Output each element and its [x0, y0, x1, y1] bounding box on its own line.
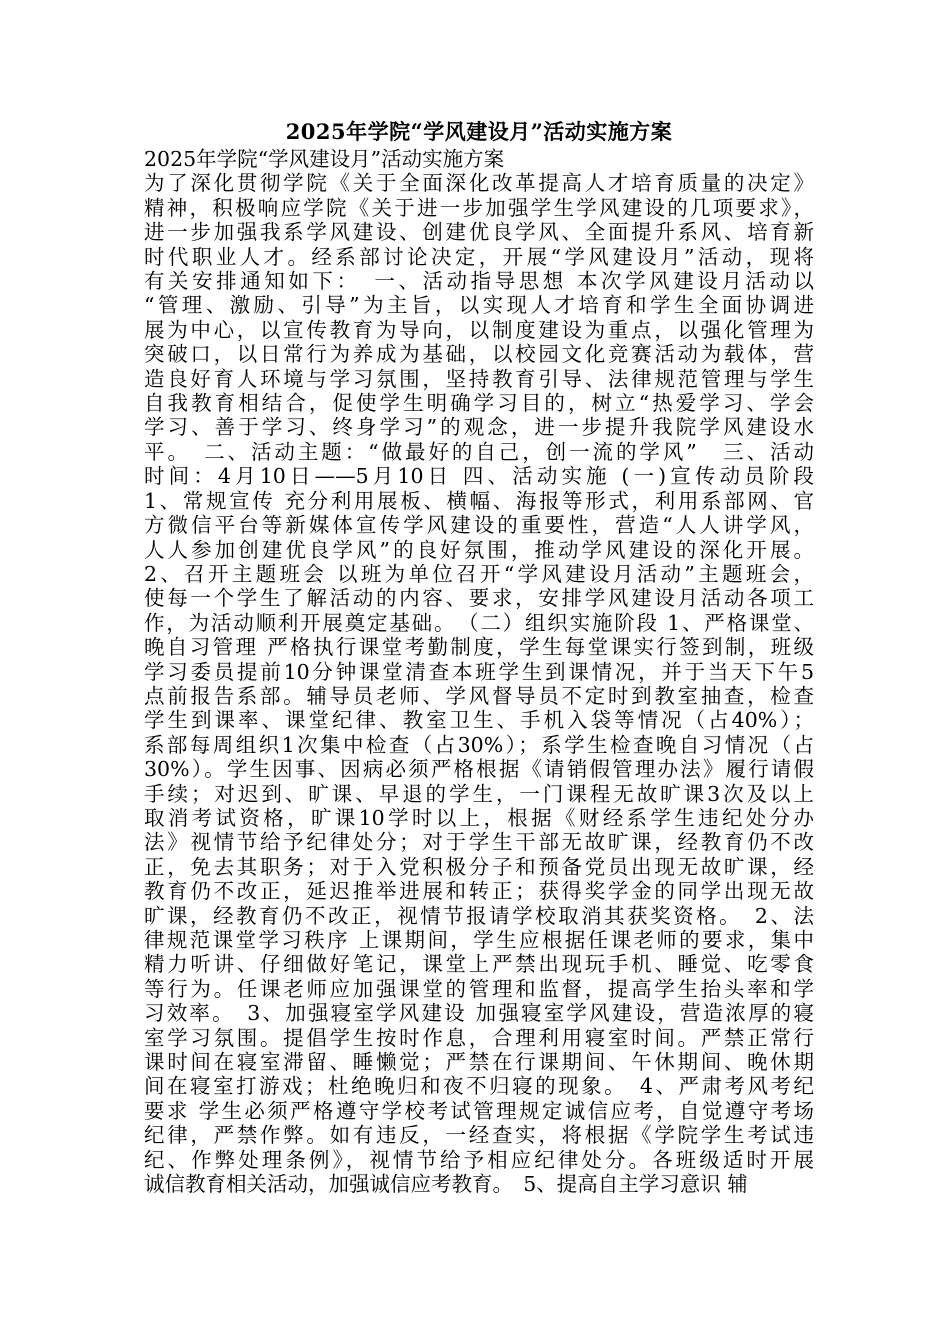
document-body [144, 171, 814, 1196]
body-line: 展为中心，以宣传教育为导向，以制度建设为重点，以强化管理为 [144, 317, 814, 342]
body-line: 学生到课率、课堂纪律、教室卫生、手机入袋等情况（占40%）； [144, 708, 814, 733]
body-line: 纪律，严禁作弊。如有违反，一经查实，将根据《学院学生考试违 [144, 1123, 814, 1148]
body-line: 人人参加创建优良学风”的良好氛围，推动学风建设的深化开展。 [144, 537, 814, 562]
body-line: 系部每周组织1次集中检查（占30%）；系学生检查晚自习情况（占 [144, 732, 814, 757]
document-page [144, 118, 814, 1196]
body-line: 点前报告系部。辅导员老师、学风督导员不定时到教室抽查，检查 [144, 683, 814, 708]
body-line: 旷课，经教育仍不改正，视情节报请学校取消其获奖资格。 2、法 [144, 903, 814, 928]
document-subtitle: 2025年学院“学风建设月”活动实施方案 [144, 147, 505, 171]
body-line: 2、召开主题班会 以班为单位召开“学风建设月活动”主题班会， [144, 561, 814, 586]
body-line: 室学习氛围。提倡学生按时作息，合理利用寝室时间。严禁正常行 [144, 1025, 814, 1050]
body-line: 诚信教育相关活动，加强诚信应考教育。 5、提高自主学习意识 辅 [144, 1172, 748, 1197]
body-line: 学习委员提前10分钟课堂清查本班学生到课情况，并于当天下午5 [144, 659, 814, 684]
body-line: “管理、激励、引导”为主旨，以实现人才培育和学生全面协调进 [144, 293, 814, 318]
document-title: 2025年学院“学风建设月”活动实施方案 [285, 119, 673, 144]
body-line: 精力听讲、仔细做好笔记，课堂上严禁出现玩手机、睡觉、吃零食 [144, 952, 814, 977]
body-line: 使每一个学生了解活动的内容、要求，安排学风建设月活动各项工 [144, 586, 814, 611]
body-line: 方微信平台等新媒体宣传学风建设的重要性，营造“人人讲学风， [144, 513, 814, 538]
body-line: 等行为。任课老师应加强课堂的管理和监督，提高学生抬头率和学 [144, 976, 814, 1001]
body-line: 时间：4月10日——5月10日 四、活动实施 (一)宣传动员阶段 [144, 464, 814, 489]
body-line: 律规范课堂学习秩序 上课期间，学生应根据任课老师的要求，集中 [144, 928, 814, 952]
body-line: 有关安排通知如下： 一、活动指导思想 本次学风建设月活动以 [144, 269, 814, 294]
body-line: 要求 学生必须严格遵守学校考试管理规定诚信应考，自觉遵守考场 [144, 1098, 814, 1123]
body-line: 间在寝室打游戏；杜绝晚归和夜不归寝的现象。 4、严肃考风考纪 [144, 1074, 814, 1099]
body-line: 教育仍不改正，延迟推举进展和转正；获得奖学金的同学出现无故 [144, 879, 814, 904]
body-line: 作，为活动顺利开展奠定基础。 （二）组织实施阶段 1、严格课堂、 [144, 610, 814, 635]
body-line: 1、常规宣传 充分利用展板、横幅、海报等形式，利用系部网、官 [144, 488, 814, 513]
body-line: 平。 二、活动主题：“做最好的自己，创一流的学风” 三、活动 [144, 439, 814, 464]
body-line: 学习、善于学习、终身学习”的观念，进一步提升我院学风建设水 [144, 415, 814, 440]
body-line: 手续；对迟到、旷课、早退的学生，一门课程无故旷课3次及以上 [144, 781, 814, 806]
body-line: 习效率。 3、加强寝室学风建设 加强寝室学风建设，营造浓厚的寝 [144, 1001, 814, 1026]
body-line: 造良好育人环境与学习氛围，坚持教育引导、法律规范管理与学生 [144, 366, 814, 391]
body-line: 时代职业人才。经系部讨论决定，开展“学风建设月”活动，现将 [144, 244, 814, 269]
body-line: 纪、作弊处理条例》，视情节给予相应纪律处分。各班级适时开展 [144, 1147, 814, 1172]
body-line: 进一步加强我系学风建设、创建优良学风、全面提升系风、培育新 [144, 220, 814, 245]
body-line: 为了深化贯彻学院《关于全面深化改革提高人才培育质量的决定》 [144, 171, 814, 196]
body-line: 精神，积极响应学院《关于进一步加强学生学风建设的几项要求》， [144, 195, 814, 220]
body-line: 取消考试资格，旷课10学时以上，根据《财经系学生违纪处分办 [144, 805, 814, 830]
body-line: 正，免去其职务；对于入党积极分子和预备党员出现无故旷课，经 [144, 854, 814, 879]
body-line: 30%）。学生因事、因病必须严格根据《请销假管理办法》履行请假 [144, 757, 814, 782]
body-line: 课时间在寝室滞留、睡懒觉；严禁在行课期间、午休期间、晚休期 [144, 1050, 814, 1075]
body-line: 法》视情节给予纪律处分；对于学生干部无故旷课，经教育仍不改 [144, 830, 814, 855]
body-line: 自我教育相结合，促使学生明确学习目的，树立“热爱学习、学会 [144, 391, 814, 416]
body-line: 突破口，以日常行为养成为基础，以校园文化竞赛活动为载体，营 [144, 342, 814, 367]
body-line: 晚自习管理 严格执行课堂考勤制度，学生每堂课实行签到制，班级 [144, 635, 814, 660]
